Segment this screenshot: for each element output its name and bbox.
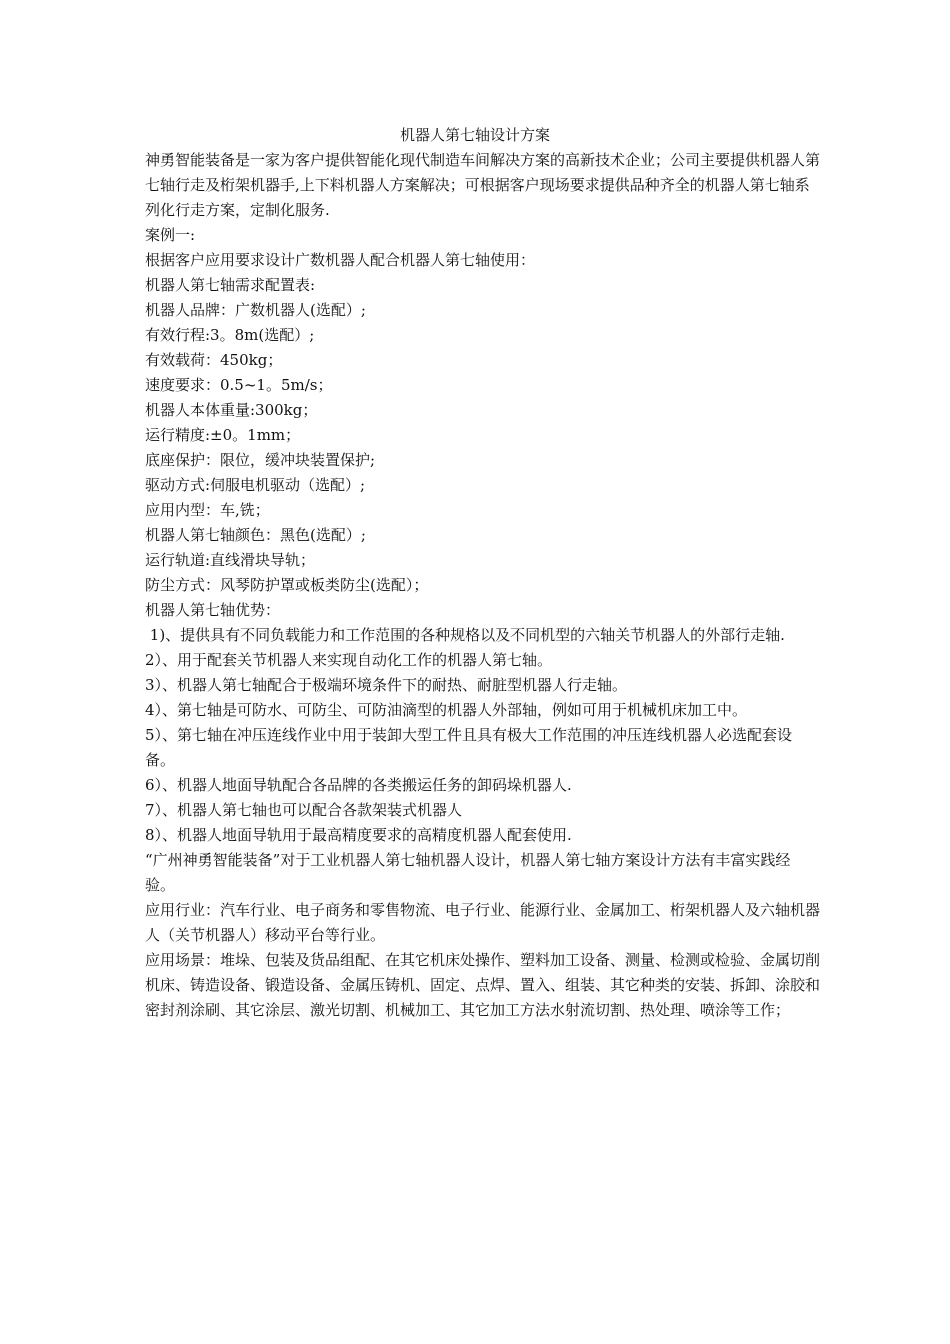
spec-payload: 有效载荷：450kg； (145, 351, 283, 369)
advantage-item-3: 3）、机器人第七轴配合于极端环境条件下的耐热、耐脏型机器人行走轴。 (145, 676, 628, 694)
spec-robot-weight: 机器人本体重量:300kg； (145, 401, 318, 419)
scenarios-paragraph: 应用场景：堆垛、包装及货品组配、在其它机床处操作、塑料加工设备、测量、检测或检验、金属切削机床、铸造设备、锻造设备、金属压铸机、固定、点焊、置入、组装、其它种类的安装、拆卸、涂胶和密封剂涂刷、其它涂层、激光切割、机械加工、其它加工方法水射流切割、热处理、喷涂等工作； (145, 951, 821, 1019)
spec-robot-brand: 机器人品牌：广数机器人(选配）; (145, 301, 366, 319)
spec-color: 机器人第七轴颜色：黑色(选配）; (145, 526, 366, 544)
document-title: 机器人第七轴设计方案 (399, 126, 550, 144)
advantage-item-4: 4）、第七轴是可防水、可防尘、可防油滴型的机器人外部轴，例如可用于机械机床加工中。 (145, 701, 748, 719)
spec-application-type: 应用内型：车,铣； (145, 501, 270, 519)
advantage-item-7: 7）、机器人第七轴也可以配合各款架装式机器人 (145, 801, 463, 819)
spec-drive: 驱动方式:伺服电机驱动（选配）; (145, 476, 366, 494)
spec-speed: 速度要求：0.5~1。5m/s； (145, 376, 333, 394)
intro-paragraph: 神勇智能装备是一家为客户提供智能化现代制造车间解决方案的高新技术企业；公司主要提供机器人第七轴行走及桁架机器手,上下料机器人方案解决；可根据客户现场要求提供品种齐全的机器人第七轴系列化行走方案，定制化服务. (145, 151, 821, 219)
config-table-heading: 机器人第七轴需求配置表: (145, 276, 316, 294)
advantages-heading: 机器人第七轴优势： (145, 601, 281, 619)
case-heading: 案例一: (145, 226, 196, 244)
advantage-item-6: 6）、机器人地面导轨配合各品牌的各类搬运任务的卸码垛机器人. (145, 776, 572, 794)
advantage-item-8: 8）、机器人地面导轨用于最高精度要求的高精度机器人配套使用. (145, 826, 572, 844)
advantage-item-1: 1)、提供具有不同负载能力和工作范围的各种规格以及不同机型的六轴关节机器人的外部行走轴. (145, 626, 785, 644)
spec-base-protection: 底座保护：限位，缓冲块装置保护; (145, 451, 376, 469)
spec-dust-protection: 防尘方式：风琴防护罩或板类防尘(选配）； (145, 576, 429, 594)
spec-track: 运行轨道:直线滑块导轨； (145, 551, 316, 569)
document-body (145, 148, 820, 1023)
case-description: 根据客户应用要求设计广数机器人配合机器人第七轴使用： (145, 251, 536, 269)
spec-accuracy: 运行精度:±0。1mm； (145, 426, 301, 444)
spec-stroke: 有效行程:3。8m(选配）; (145, 326, 315, 344)
advantage-item-5: 5）、第七轴在冲压连线作业中用于装卸大型工件且具有极大工作范围的冲压连线机器人必选配套设备。 (145, 726, 793, 769)
experience-paragraph: “广州神勇智能装备”对于工业机器人第七轴机器人设计，机器人第七轴方案设计方法有丰富实践经验。 (145, 851, 791, 894)
industries-paragraph: 应用行业：汽车行业、电子商务和零售物流、电子行业、能源行业、金属加工、桁架机器人及六轴机器人（关节机器人）移动平台等行业。 (145, 901, 821, 944)
advantage-item-2: 2）、用于配套关节机器人来实现自动化工作的机器人第七轴。 (145, 651, 553, 669)
